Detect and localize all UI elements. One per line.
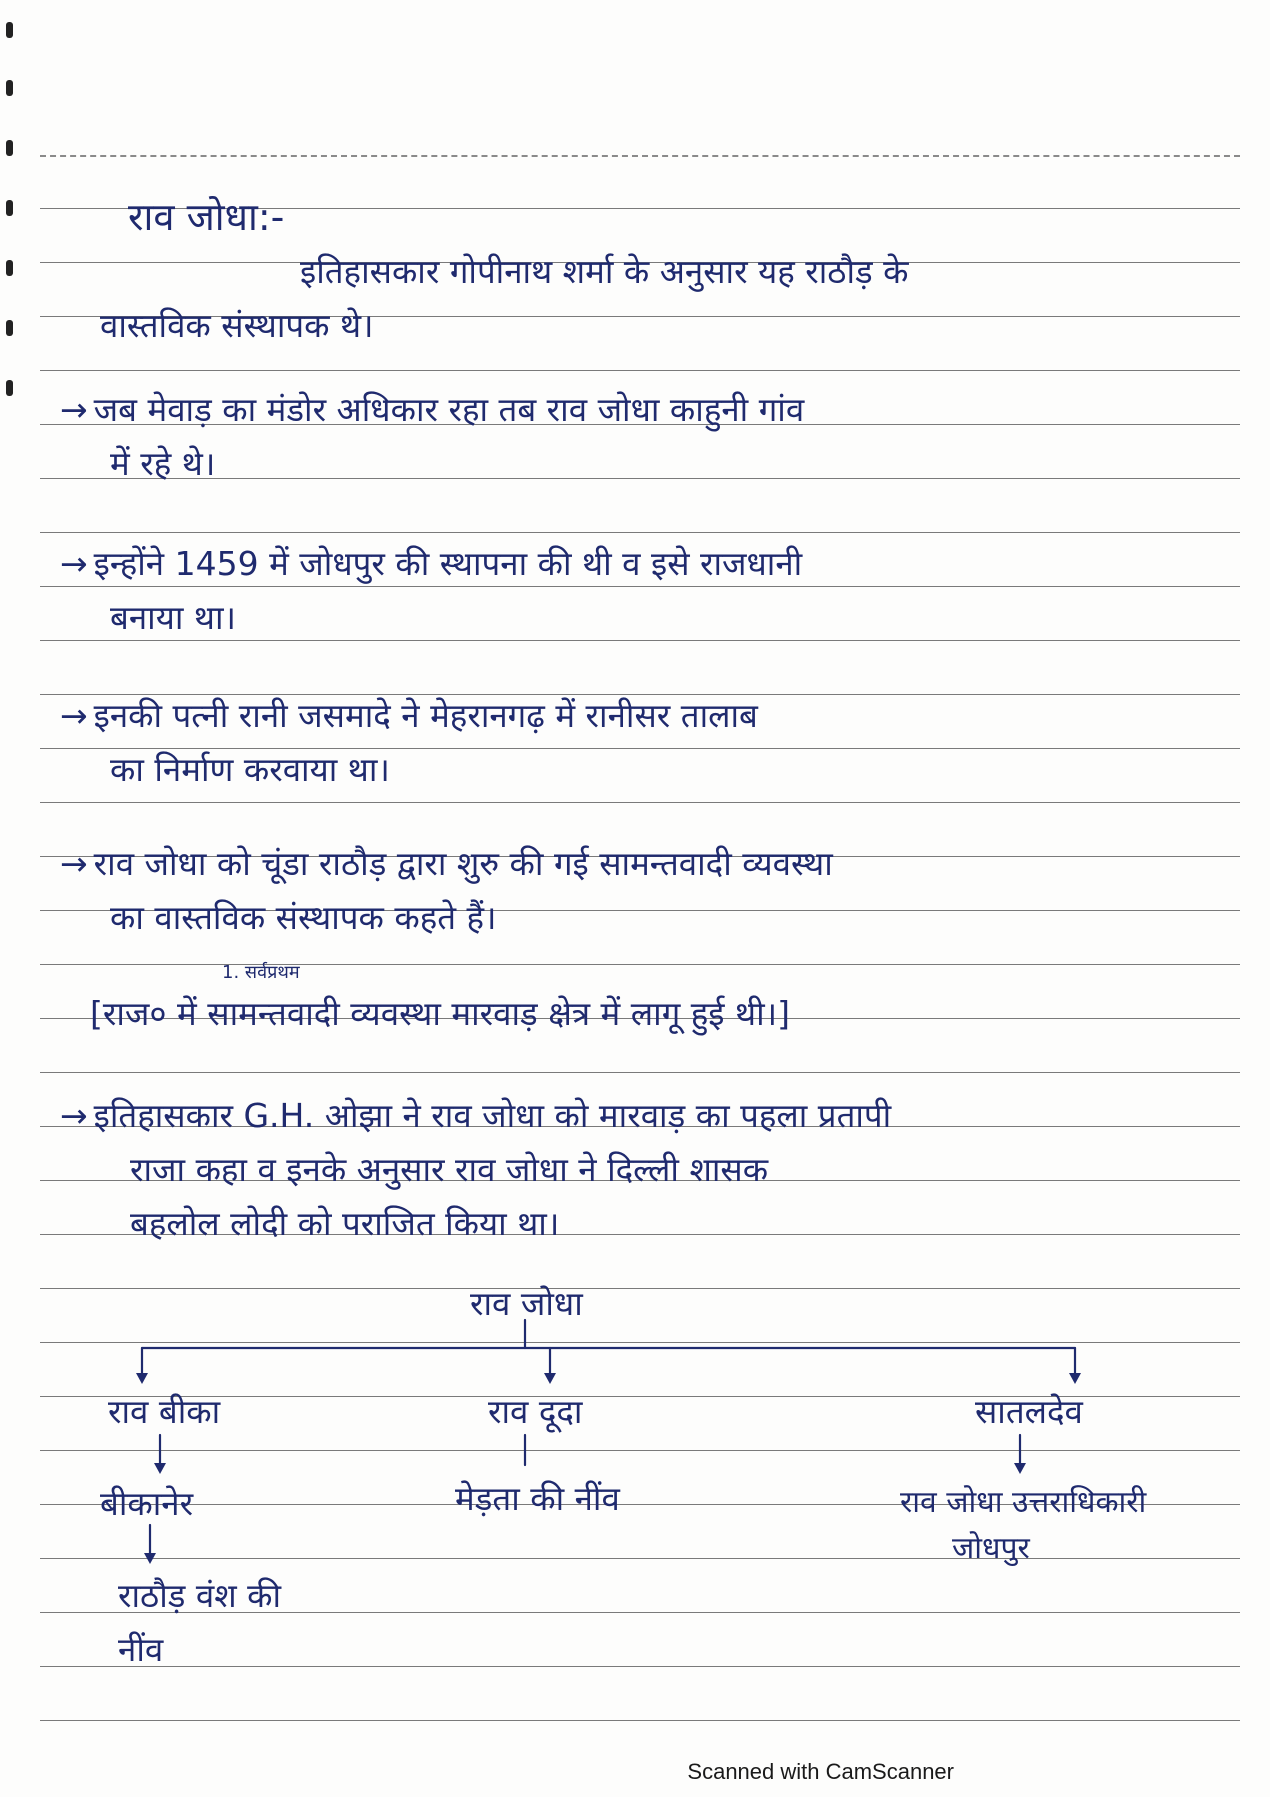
bracket-note: [राज० में सामन्तवादी व्यवस्था मारवाड़ क्षेत्र में लागू हुई थी।] <box>90 994 790 1033</box>
scanner-watermark: Scanned with CamScanner <box>687 1759 954 1784</box>
bullet-point-3-line-2: का निर्माण करवाया था। <box>110 750 390 789</box>
bullet-text: जब मेवाड़ का मंडोर अधिकार रहा तब राव जोधा काहुनी गांव <box>93 390 805 429</box>
bullet-point-4-line-2: का वास्तविक संस्थापक कहते हैं। <box>110 898 497 937</box>
bullet-point-2-line-2: बनाया था। <box>110 598 237 637</box>
ojha-point-line-2: राजा कहा व इनके अनुसार राव जोधा ने दिल्ली शासक <box>130 1150 769 1189</box>
arrow-down-icon <box>1069 1373 1081 1384</box>
bullet-text: इन्होंने 1459 में जोधपुर की स्थापना की थी व इसे राजधानी <box>93 544 803 583</box>
tree-child-satal: सातलदेव <box>975 1392 1083 1431</box>
tree-note-bika-2: नींव <box>118 1630 164 1669</box>
arrow-right-icon: → <box>60 544 88 583</box>
tree-detail-bikaner: बीकानेर <box>100 1484 194 1523</box>
tree-detail-satal-1: राव जोधा उत्तराधिकारी <box>900 1485 1147 1520</box>
page-heading: राव जोधा:- <box>128 195 285 239</box>
bullet-text: इतिहासकार G.H. ओझा ने राव जोधा को मारवाड़ का पहला प्रतापी <box>93 1096 892 1135</box>
bullet-text: इनकी पत्नी रानी जसमादे ने मेहरानगढ़ में रानीसर तालाब <box>93 696 758 735</box>
tree-root: राव जोधा <box>470 1284 583 1323</box>
tree-note-bika-1: राठौड़ वंश की <box>118 1576 282 1615</box>
ojha-point-line-3: बहलोल लोदी को पराजित किया था। <box>130 1204 560 1243</box>
arrow-down-icon <box>144 1553 156 1564</box>
arrow-down-icon <box>544 1373 556 1384</box>
arrow-right-icon: → <box>60 1096 88 1135</box>
tree-detail-merta: मेड़ता की नींव <box>455 1479 620 1518</box>
arrow-down-icon <box>136 1373 148 1384</box>
superscript-note: 1. सर्वप्रथम <box>222 962 300 983</box>
arrow-right-icon: → <box>60 844 88 883</box>
tree-child-duda: राव दूदा <box>488 1392 583 1431</box>
bullet-point-1-line-2: में रहे थे। <box>110 444 216 483</box>
tree-child-bika: राव बीका <box>108 1392 221 1431</box>
arrow-down-icon <box>1014 1463 1026 1474</box>
arrow-down-icon <box>154 1463 166 1474</box>
intro-line-2: वास्तविक संस्थापक थे। <box>100 306 374 345</box>
tree-detail-satal-2: जोधपुर <box>952 1531 1030 1566</box>
arrow-right-icon: → <box>60 390 88 429</box>
arrow-right-icon: → <box>60 696 88 735</box>
bullet-text: राव जोधा को चूंडा राठौड़ द्वारा शुरु की गई सामन्तवादी व्यवस्था <box>93 844 833 883</box>
intro-line-1: इतिहासकार गोपीनाथ शर्मा के अनुसार यह राठौड़ के <box>300 252 909 291</box>
